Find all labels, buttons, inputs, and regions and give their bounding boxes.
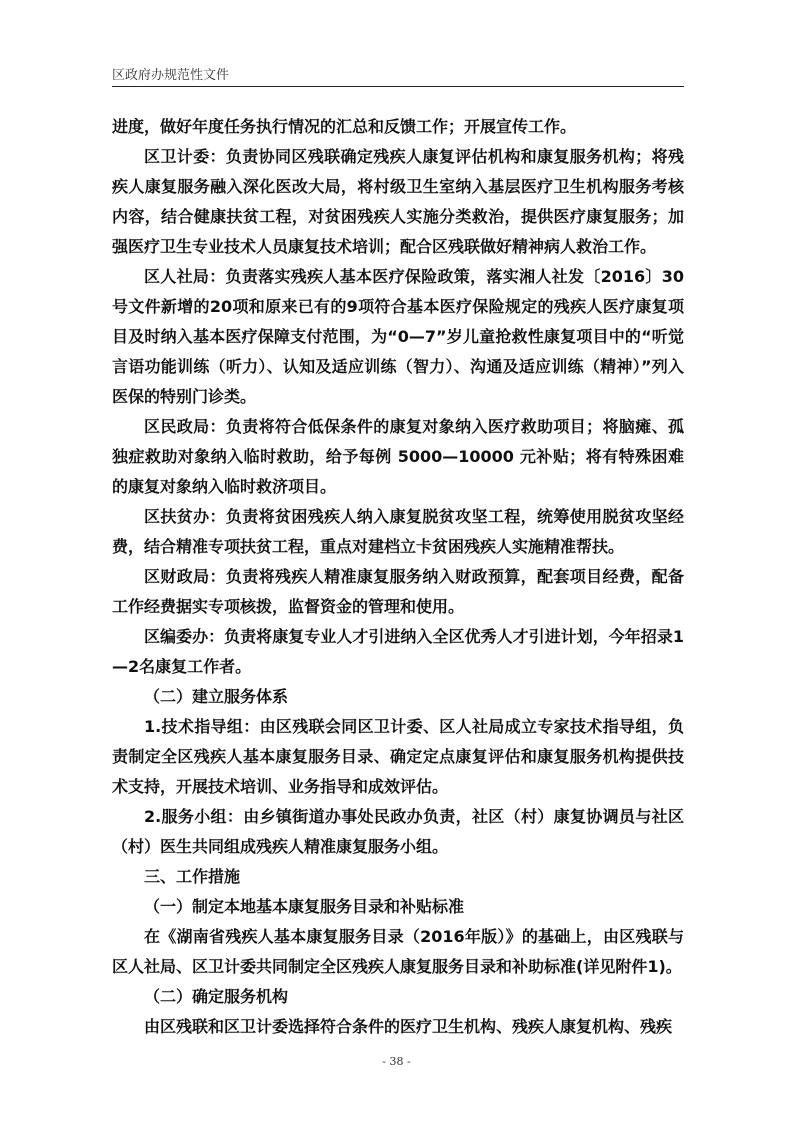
paragraph-staffing-office: 区编委办：负责将康复专业人才引进纳入全区优秀人才引进计划，今年招录1—2名康复工作者。 <box>112 627 684 676</box>
section-heading-institutions: （二）确定服务机构 <box>144 987 289 1006</box>
page-header <box>112 64 684 87</box>
section-heading-catalog: （一）制定本地基本康复服务目录和补贴标准 <box>144 897 465 916</box>
paragraph-civil-affairs: 区民政局：负责将符合低保条件的康复对象纳入医疗救助项目；将脑瘫、孤独症救助对象纳入临时救助，给予每例 5000—10000 元补贴；将有特殊困难的康复对象纳入临时救济项目。 <box>112 417 684 496</box>
page-number: - 38 - <box>382 1055 411 1068</box>
paragraph-poverty-office: 区扶贫办：负责将贫困残疾人纳入康复脱贫攻坚工程，统筹使用脱贫攻坚经费，结合精准专项扶贫工程，重点对建档立卡贫困残疾人实施精准帮扶。 <box>112 507 684 556</box>
page-footer <box>0 1050 793 1069</box>
paragraph-human-resources: 区人社局：负责落实残疾人基本医疗保险政策，落实湘人社发〔2016〕30号文件新增的20项和原来已有的9项符合基本医疗保险规定的残疾人医疗康复项目及时纳入基本医疗保障支付范围，为“0—7”岁儿童抢救性康复项目中的“听觉言语功能训练（听力）、认知及适应训练（智力）、沟通及适应训练（精神）”列入医保的特别门诊类。 <box>112 267 684 406</box>
section-heading-service-system: （二）建立服务体系 <box>144 687 289 706</box>
document-body <box>112 112 684 1036</box>
header-title: 区政府办规范性文件 <box>112 68 230 83</box>
section-heading-measures: 三、工作措施 <box>144 867 241 886</box>
paragraph-finance-bureau: 区财政局：负责将残疾人精准康复服务纳入财政预算，配套项目经费，配备工作经费据实专项核拨，监督资金的管理和使用。 <box>112 567 684 616</box>
paragraph-institutions: 由区残联和区卫计委选择符合条件的医疗卫生机构、残疾人康复机构、残疾 <box>144 1017 673 1036</box>
paragraph-service-group: 2.服务小组：由乡镇街道办事处民政办负责，社区（村）康复协调员与社区（村）医生共同组成残疾人精准康复服务小组。 <box>112 807 684 856</box>
paragraph-health-commission: 区卫计委：负责协同区残联确定残疾人康复评估机构和康复服务机构；将残疾人康复服务融入深化医改大局，将村级卫生室纳入基层医疗卫生机构服务考核内容，结合健康扶贫工程，对贫困残疾人实施分类救治，提供医疗康复服务；加强医疗卫生专业技术人员康复技术培训；配合区残联做好精神病人救治工作。 <box>112 147 684 256</box>
paragraph-technical-guidance: 1.技术指导组：由区残联会同区卫计委、区人社局成立专家技术指导组，负责制定全区残疾人基本康复服务目录、确定定点康复评估和康复服务机构提供技术支持，开展技术培训、业务指导和成效评估。 <box>112 717 684 796</box>
paragraph-catalog: 在《湖南省残疾人基本康复服务目录（2016年版）》的基础上，由区残联与区人社局、区卫计委共同制定全区残疾人康复服务目录和补助标准(详见附件1)。 <box>112 927 684 976</box>
paragraph-continuation: 进度，做好年度任务执行情况的汇总和反馈工作；开展宣传工作。 <box>112 117 577 136</box>
